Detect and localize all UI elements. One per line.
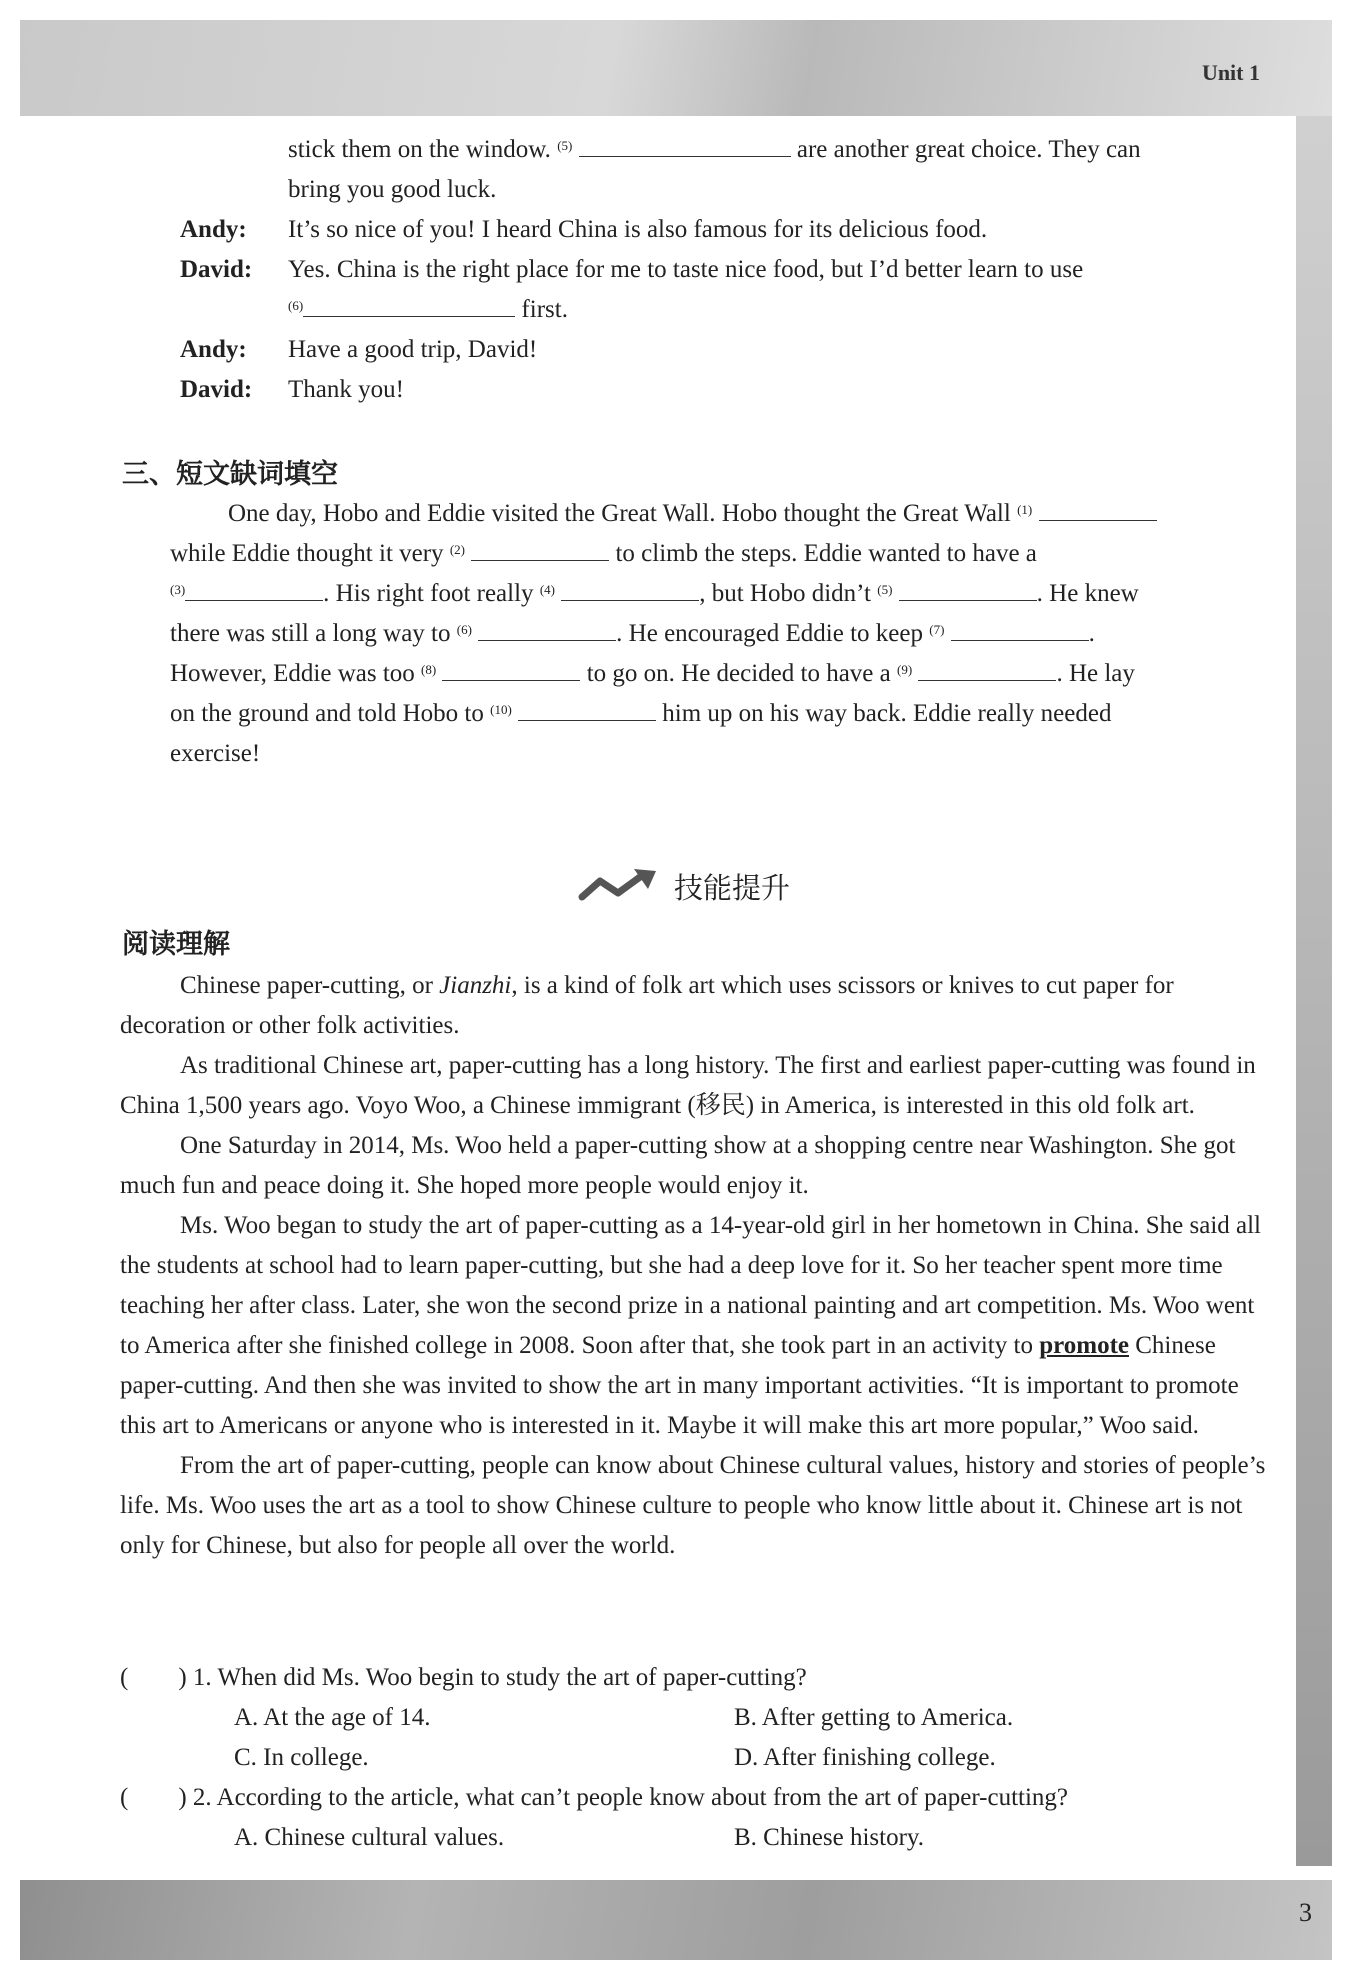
blank-number: (6) xyxy=(456,622,472,637)
blank-number: (6) xyxy=(288,298,304,313)
cloze-text: on the ground and told Hobo to xyxy=(170,700,491,727)
answer-bracket[interactable]: ( xyxy=(120,1784,129,1811)
dialogue-text: Have a good trip, David! xyxy=(288,336,538,363)
blank-number: (4) xyxy=(539,582,555,597)
answer-blank-5[interactable] xyxy=(579,134,791,157)
dialogue-line-2: bring you good luck. xyxy=(288,176,497,203)
speaker-label: Andy: xyxy=(180,216,247,243)
cloze-text: to climb the steps. Eddie wanted to have a xyxy=(609,540,1037,567)
paragraph-text: Chinese paper-cutting, or xyxy=(180,972,440,999)
cloze-text: . His right foot really xyxy=(323,580,540,607)
reading-paragraph-5: From the art of paper-cutting, people can know about Chinese cultural values, history and stories of people’s life. Ms. Woo uses the art as a tool to show Chinese culture to people who know little about it. Chinese art is not only for Chinese, but also for people all over the world. xyxy=(120,1452,1266,1559)
blank-number: (8) xyxy=(421,662,437,677)
cloze-line-1 xyxy=(228,498,1157,530)
blank-number: (1) xyxy=(1017,502,1033,517)
dialogue-david-1 xyxy=(180,254,1083,286)
blank-number: (5) xyxy=(877,582,893,597)
reading-paragraph-3: One Saturday in 2014, Ms. Woo held a paper-cutting show at a shopping centre near Washington. She got much fun and peace doing it. She hoped more people would enjoy it. xyxy=(120,1132,1236,1199)
cloze-line-4 xyxy=(170,618,1095,650)
reading-passage xyxy=(120,966,1270,1566)
cloze-heading: 三、短文缺词填空 xyxy=(122,459,338,490)
option-1b[interactable]: B. After getting to America. xyxy=(734,1704,1014,1731)
cloze-text: . He encouraged Eddie to keep xyxy=(616,620,930,647)
dialogue-text: Thank you! xyxy=(288,376,404,403)
cloze-text: there was still a long way to xyxy=(170,620,457,647)
header-band xyxy=(20,20,1332,116)
answer-blank-3[interactable] xyxy=(185,578,323,601)
dialogue-text: Yes. China is the right place for me to taste nice food, but I’d better learn to use xyxy=(288,256,1084,283)
cloze-text: him up on his way back. Eddie really needed xyxy=(656,700,1112,727)
dialogue-text: are another great choice. They can xyxy=(790,136,1141,163)
option-1d[interactable]: D. After finishing college. xyxy=(734,1744,996,1771)
key-word: promote xyxy=(1039,1332,1129,1359)
question-number: ) 2. xyxy=(178,1784,212,1811)
speaker-label: Andy: xyxy=(180,336,247,363)
cloze-text: . He knew xyxy=(1036,580,1139,607)
dialogue-text: first. xyxy=(515,296,568,323)
blank-number: (7) xyxy=(929,622,945,637)
dialogue-text: It’s so nice of you! I heard China is also famous for its delicious food. xyxy=(288,216,988,243)
answer-blank-1[interactable] xyxy=(1039,498,1157,521)
blank-number: (2) xyxy=(449,542,465,557)
skills-banner xyxy=(578,866,790,907)
cloze-text: One day, Hobo and Eddie visited the Great Wall. Hobo thought the Great Wall xyxy=(228,500,1018,527)
reading-paragraph-2: As traditional Chinese art, paper-cutting has a long history. The first and earliest paper-cutting was found in China 1,500 years ago. Voyo Woo, a Chinese immigrant (移民) in America, is interested in this old folk art. xyxy=(120,1052,1256,1119)
answer-blank-2[interactable] xyxy=(471,538,609,561)
paragraph-text: , is a kind of folk art which uses scissors or knives to cut paper for decoration or other folk activities. xyxy=(120,972,1174,1039)
answer-bracket[interactable]: ( xyxy=(120,1664,129,1691)
page-number: 3 xyxy=(1299,1898,1312,1927)
paragraph-text: Ms. Woo began to study the art of paper-cutting as a 14-year-old girl in her hometown in China. She said all the students at school had to learn paper-cutting, but she had a deep love for it. So her teacher spent more time teaching her after class. Later, she won the second prize in a national painting and art competition. Ms. Woo went to America after she finished college in 2008. Soon after that, she took part in an activity to xyxy=(120,1212,1262,1359)
speaker-label: David: xyxy=(180,256,253,283)
cloze-text: while Eddie thought it very xyxy=(170,540,450,567)
answer-blank-9[interactable] xyxy=(918,658,1056,681)
speaker-label: David: xyxy=(180,376,253,403)
trend-up-icon xyxy=(578,867,660,907)
question-1 xyxy=(120,1662,807,1694)
answer-blank-5b[interactable] xyxy=(899,578,1037,601)
option-2b[interactable]: B. Chinese history. xyxy=(734,1824,925,1851)
question-number: ) 1. xyxy=(178,1664,212,1691)
footer-band xyxy=(20,1880,1332,1960)
question-text: According to the article, what can’t people know about from the art of paper-cutting? xyxy=(216,1784,1069,1811)
dialogue-line-1 xyxy=(288,134,1141,166)
page-edge-strip xyxy=(1296,116,1332,1866)
cloze-line-5 xyxy=(170,658,1135,690)
cloze-text: . xyxy=(1088,620,1095,647)
cloze-line-2 xyxy=(170,538,1037,570)
reading-paragraph-1 xyxy=(120,966,1270,1046)
blank-number: (10) xyxy=(490,702,512,717)
answer-blank-10[interactable] xyxy=(518,698,656,721)
question-2 xyxy=(120,1782,1068,1814)
option-1a[interactable]: A. At the age of 14. xyxy=(234,1704,431,1731)
dialogue-andy-1 xyxy=(180,214,987,246)
answer-blank-4[interactable] xyxy=(561,578,699,601)
cloze-text: . He lay xyxy=(1056,660,1135,687)
dialogue-david-2 xyxy=(180,374,404,406)
dialogue-text: stick them on the window. xyxy=(288,136,558,163)
blank-number: (9) xyxy=(897,662,913,677)
answer-blank-7[interactable] xyxy=(951,618,1089,641)
cloze-text: However, Eddie was too xyxy=(170,660,422,687)
cloze-line-6 xyxy=(170,698,1111,730)
answer-blank-6b[interactable] xyxy=(478,618,616,641)
question-text: When did Ms. Woo begin to study the art of paper-cutting? xyxy=(217,1664,807,1691)
blank-number: (3) xyxy=(170,582,186,597)
option-2a[interactable]: A. Chinese cultural values. xyxy=(234,1824,505,1851)
paragraph-text: Chinese paper-cutting. And then she was invited to show the art in many important activities. “It is important to promote this art to Americans or anyone who is interested in it. Maybe it will make this art more popular,” Woo said. xyxy=(120,1332,1239,1439)
cloze-line-3 xyxy=(170,578,1139,610)
answer-blank-8[interactable] xyxy=(442,658,580,681)
cloze-text: to go on. He decided to have a xyxy=(580,660,898,687)
answer-blank-6[interactable] xyxy=(303,294,515,317)
cloze-text: , but Hobo didn’t xyxy=(699,580,878,607)
skills-title: 技能提升 xyxy=(674,871,791,905)
option-1c[interactable]: C. In college. xyxy=(234,1744,369,1771)
reading-paragraph-4 xyxy=(120,1206,1270,1446)
italic-term: Jianzhi xyxy=(439,972,512,999)
dialogue-andy-2 xyxy=(180,334,537,366)
dialogue-line-david-1b xyxy=(288,294,568,326)
blank-number: (5) xyxy=(557,138,573,153)
cloze-line-7: exercise! xyxy=(170,740,261,767)
reading-heading: 阅读理解 xyxy=(122,929,230,960)
unit-label: Unit 1 xyxy=(1201,60,1260,85)
